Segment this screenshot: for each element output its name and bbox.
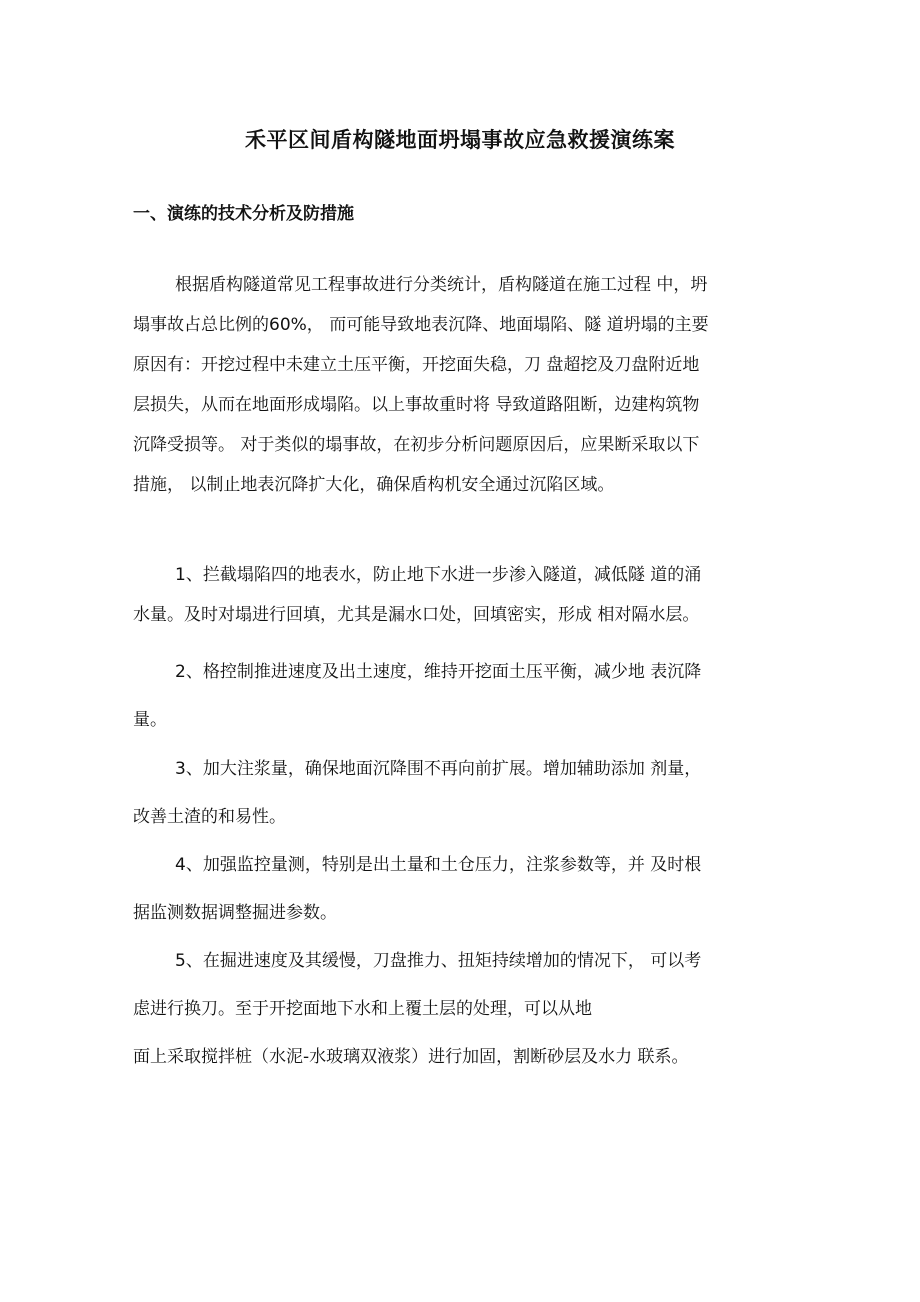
- measure-5-paragraph: [133, 941, 793, 1077]
- document-title: 禾平区间盾构隧地面坍塌事故应急救援演练案: [245, 128, 675, 152]
- paragraph-line: 层损失，从而在地面形成塌陷。以上事故重时将 导致道路阻断，边建构筑物: [133, 395, 700, 415]
- paragraph-line: 虑进行换刀。至于开挖面地下水和上覆土层的处理，可以从地: [133, 999, 592, 1019]
- paragraph-line: 5、在掘进速度及其缓慢，刀盘推力、扭矩持续增加的情况下， 可以考: [175, 951, 702, 971]
- measure-1-paragraph: [133, 555, 793, 635]
- paragraph-line: 量。: [133, 710, 167, 730]
- paragraph-line: 原因有：开挖过程中未建立土压平衡，开挖面失稳，刀 盘超挖及刀盘附近地: [133, 355, 700, 375]
- measure-3-paragraph: [133, 749, 793, 837]
- paragraph-line: 改善土渣的和易性。: [133, 807, 286, 827]
- paragraph-line: 水量。及时对塌进行回填，尤其是漏水口处，回填密实，形成 相对隔水层。: [133, 605, 700, 625]
- paragraph-line: 根据盾构隧道常见工程事故进行分类统计，盾构隧道在施工过程 中，坍: [175, 275, 708, 295]
- paragraph-line: 1、拦截塌陷四的地表水，防止地下水进一步渗入隧道，减低隧 道的涌: [175, 565, 702, 585]
- intro-paragraph: [133, 265, 793, 505]
- measure-2-paragraph: [133, 652, 793, 740]
- paragraph-line: 塌事故占总比例的60%， 而可能导致地表沉降、地面塌陷、隧 道坍塌的主要: [133, 315, 709, 335]
- section-heading: 一、演练的技术分析及防措施: [133, 204, 354, 224]
- paragraph-line: 据监测数据调整掘进参数。: [133, 903, 337, 923]
- paragraph-line: 3、加大注浆量，确保地面沉降围不再向前扩展。增加辅助添加 剂量，: [175, 759, 702, 779]
- paragraph-line: 沉降受损等。 对于类似的塌事故，在初步分析问题原因后，应果断采取以下: [133, 435, 700, 455]
- paragraph-line: 2、格控制推进速度及出土速度，维持开挖面土压平衡，减少地 表沉降: [175, 662, 702, 682]
- paragraph-line: 4、加强监控量测，特别是出土量和土仓压力，注浆参数等，并 及时根: [175, 855, 702, 875]
- measure-4-paragraph: [133, 845, 793, 933]
- paragraph-line: 措施， 以制止地表沉降扩大化，确保盾构机安全通过沉陷区域。: [133, 475, 615, 495]
- paragraph-line: 面上采取搅拌桩（水泥-水玻璃双液浆）进行加固，割断砂层及水力 联系。: [133, 1047, 689, 1067]
